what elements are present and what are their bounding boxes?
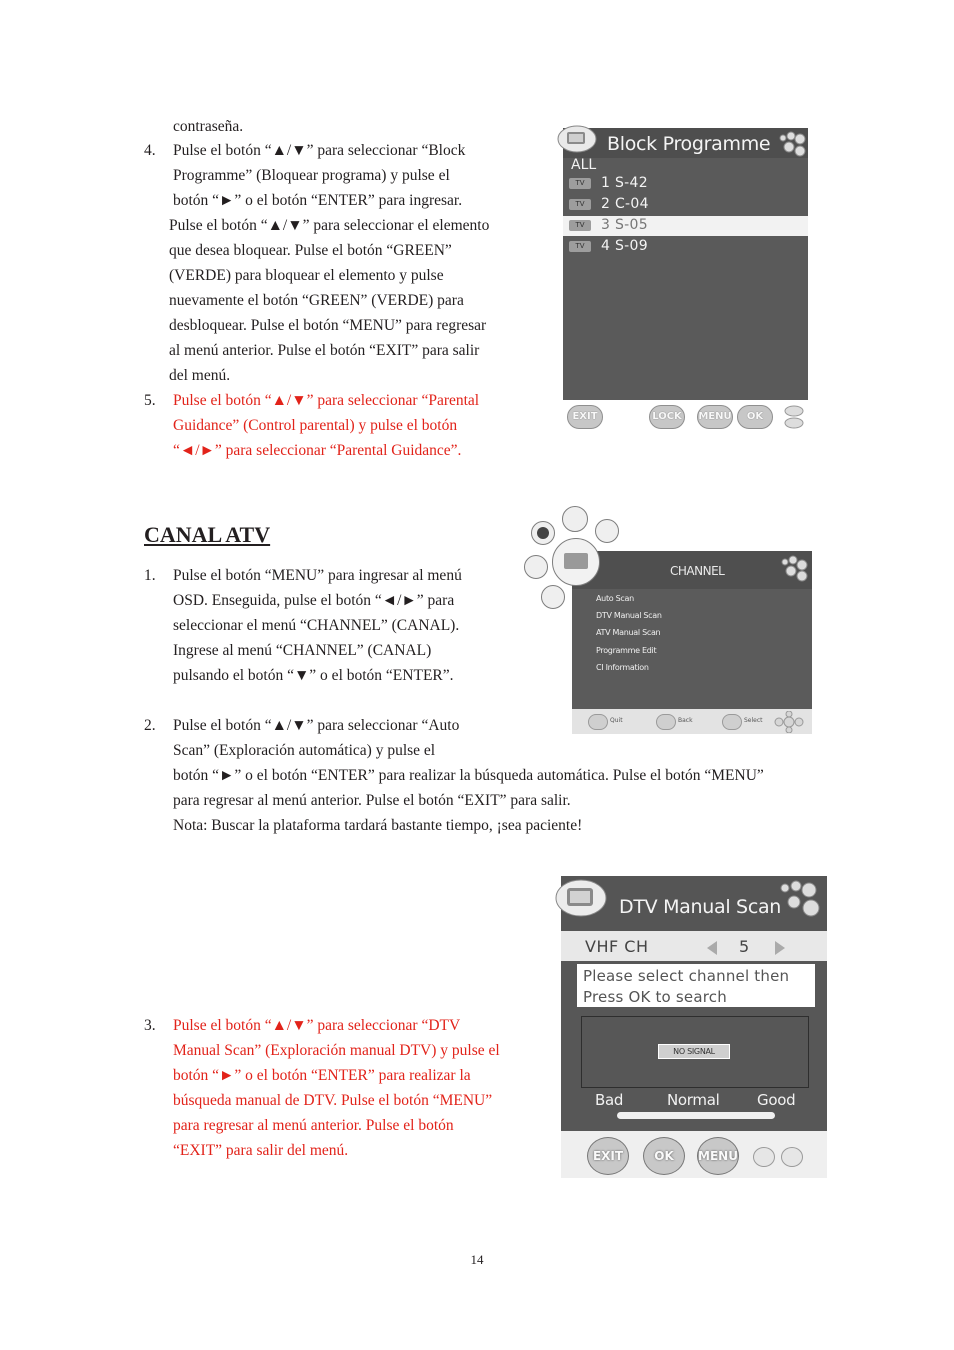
- channel-step-3-line: Pulse el botón “▲/▼” para seleccionar “DTV: [173, 1017, 461, 1034]
- back-label: Back: [678, 717, 693, 724]
- back-button[interactable]: [656, 714, 676, 730]
- arrow-right-icon[interactable]: [775, 941, 785, 955]
- menu-button[interactable]: MENU: [697, 405, 733, 429]
- channel-selector[interactable]: [561, 931, 827, 961]
- step-5-line: Guidance” (Control parental) y pulse el botón: [173, 417, 458, 434]
- clock-icon: [531, 521, 555, 545]
- step-4-line: nuevamente el botón “GREEN” (VERDE) para: [169, 292, 464, 309]
- tv-badge: TV: [569, 178, 591, 189]
- ok-button[interactable]: OK: [643, 1137, 685, 1175]
- programme-label: 2 C-04: [601, 196, 649, 212]
- tv-icon: [553, 872, 611, 920]
- programme-row[interactable]: [563, 174, 808, 194]
- channel-screen: [572, 551, 812, 734]
- lock-icon: [541, 585, 565, 609]
- tv-badge: TV: [569, 241, 591, 252]
- tv-icon: [555, 122, 599, 156]
- programme-label: 4 S-09: [601, 238, 648, 254]
- step-4-number: 4.: [144, 142, 156, 159]
- channel-step-3-line: Manual Scan” (Exploración manual DTV) y pulse el: [173, 1042, 500, 1059]
- screen-title-bar: [561, 876, 827, 931]
- exit-button[interactable]: EXIT: [587, 1137, 629, 1175]
- channel-step-3-line: para regresar al menú anterior. Pulse el botón: [173, 1117, 454, 1134]
- channel-step-2-line: botón “►” o el botón “ENTER” para realizar la búsqueda automática. Pulse el botón “MENU”: [173, 767, 764, 784]
- menu-item-ci-information[interactable]: CI Information: [596, 663, 649, 672]
- step-4-line: desbloquear. Pulse el botón “MENU” para regresar: [169, 317, 487, 334]
- lock-button[interactable]: LOCK: [649, 405, 685, 429]
- arrow-left-icon[interactable]: [707, 941, 717, 955]
- sound-icon: [524, 555, 548, 579]
- quit-label: Quit: [610, 717, 623, 724]
- quality-bad-label: Bad: [595, 1091, 624, 1109]
- left-round-icon[interactable]: [753, 1147, 775, 1167]
- programme-row-selected[interactable]: [563, 216, 808, 236]
- signal-quality-bar: [617, 1112, 775, 1119]
- channel-step-1-number: 1.: [144, 567, 156, 584]
- channel-step-1-line: pulsando el botón “▼” o el botón “ENTER”.: [173, 667, 454, 684]
- filter-label: ALL: [571, 157, 597, 173]
- step-4-line: Pulse el botón “▲/▼” para seleccionar el elemento: [169, 217, 490, 234]
- quit-button[interactable]: [588, 714, 608, 730]
- updown-icon: [783, 404, 805, 430]
- step-4-line: (VERDE) para bloquear el elemento y pulse: [169, 267, 444, 284]
- message-line: Press OK to search: [583, 988, 727, 1006]
- bubbles-icon: [775, 878, 825, 922]
- screen-footer: [563, 400, 808, 433]
- scan-panel: [561, 961, 827, 1131]
- screen-title-bar: [563, 128, 808, 158]
- menu-button[interactable]: MENU: [697, 1137, 739, 1175]
- right-round-icon[interactable]: [781, 1147, 803, 1167]
- programme-row[interactable]: [563, 195, 808, 215]
- channel-step-3-line: búsqueda manual de DTV. Pulse el botón “MENU”: [173, 1092, 493, 1109]
- programme-row[interactable]: [563, 237, 808, 257]
- section-heading: CANAL ATV: [144, 522, 271, 547]
- step-5-line: “◄/►” para seleccionar “Parental Guidance”.: [173, 442, 462, 459]
- channel-icon: [552, 538, 600, 586]
- menu-item-atv-manual-scan[interactable]: ATV Manual Scan: [596, 628, 661, 637]
- channel-label: VHF CH: [585, 937, 649, 956]
- no-signal-badge: NO SIGNAL: [658, 1044, 730, 1059]
- step-4-line: que desea bloquear. Pulse el botón “GREEN”: [169, 242, 452, 259]
- step-4-line: al menú anterior. Pulse el botón “EXIT” para salir: [169, 342, 480, 359]
- screen-footer: [572, 709, 812, 734]
- bubbles-icon: [775, 130, 809, 158]
- channel-step-1-line: Pulse el botón “MENU” para ingresar al menú: [173, 567, 462, 584]
- tv-badge: TV: [569, 199, 591, 210]
- message-line: Please select channel then: [583, 967, 790, 985]
- programme-label: 1 S-42: [601, 175, 648, 191]
- block-programme-screen: [563, 128, 808, 433]
- message-box: [577, 964, 815, 1007]
- menu-item-dtv-manual-scan[interactable]: DTV Manual Scan: [596, 611, 662, 620]
- bubbles-icon: [777, 554, 811, 582]
- signal-display: [581, 1016, 809, 1088]
- quality-normal-label: Normal: [667, 1091, 720, 1109]
- channel-step-2-line: Pulse el botón “▲/▼” para seleccionar “Auto: [173, 717, 460, 734]
- channel-step-2-number: 2.: [144, 717, 156, 734]
- picture-icon: [595, 519, 619, 543]
- step-5-line: Pulse el botón “▲/▼” para seleccionar “Parental: [173, 392, 480, 409]
- menu-item-programme-edit[interactable]: Programme Edit: [596, 646, 657, 655]
- settings-icon: [562, 506, 588, 532]
- dtv-manual-scan-screen: [561, 876, 827, 1178]
- channel-step-3-line: botón “►” o el botón “ENTER” para realizar la: [173, 1067, 471, 1084]
- step-4-line: del menú.: [169, 367, 231, 384]
- select-label: Select: [744, 717, 763, 724]
- channel-step-2-line: para regresar al menú anterior. Pulse el botón “EXIT” para salir.: [173, 792, 571, 809]
- channel-step-3-line: “EXIT” para salir del menú.: [173, 1142, 349, 1159]
- screen-title: Block Programme: [607, 133, 771, 155]
- quality-good-label: Good: [757, 1091, 796, 1109]
- channel-value: 5: [739, 937, 750, 956]
- select-button[interactable]: [722, 714, 742, 730]
- exit-button[interactable]: EXIT: [567, 405, 603, 429]
- screen-title: CHANNEL: [670, 564, 725, 578]
- channel-step-2-line: Nota: Buscar la plataforma tardará bastante tiempo, ¡sea paciente!: [173, 817, 583, 834]
- step-5-number: 5.: [144, 392, 156, 409]
- channel-step-1-line: OSD. Enseguida, pulse el botón “◄/►” para: [173, 592, 455, 609]
- step-4-line: Pulse el botón “▲/▼” para seleccionar “Block: [173, 142, 466, 159]
- channel-step-1-line: seleccionar el menú “CHANNEL” (CANAL).: [173, 617, 460, 634]
- step-4-line: Programme” (Bloquear programa) y pulse el: [173, 167, 450, 184]
- tv-badge: TV: [569, 220, 591, 231]
- page-number: 14: [470, 1252, 484, 1267]
- menu-item-auto-scan[interactable]: Auto Scan: [596, 594, 634, 603]
- screen-footer: [561, 1131, 827, 1178]
- intro-line: contraseña.: [173, 118, 244, 135]
- programme-label: 3 S-05: [601, 217, 648, 233]
- screen-title-bar: [572, 551, 812, 589]
- channel-step-3-number: 3.: [144, 1017, 156, 1034]
- screen-title: DTV Manual Scan: [619, 896, 782, 918]
- ok-button[interactable]: OK: [737, 405, 773, 429]
- channel-step-1-line: Ingrese al menú “CHANNEL” (CANAL): [173, 642, 432, 659]
- step-4-line: botón “►” o el botón “ENTER” para ingresar.: [173, 192, 463, 209]
- channel-step-2-line: Scan” (Exploración automática) y pulse el: [173, 742, 436, 759]
- dpad-icon: [772, 711, 806, 733]
